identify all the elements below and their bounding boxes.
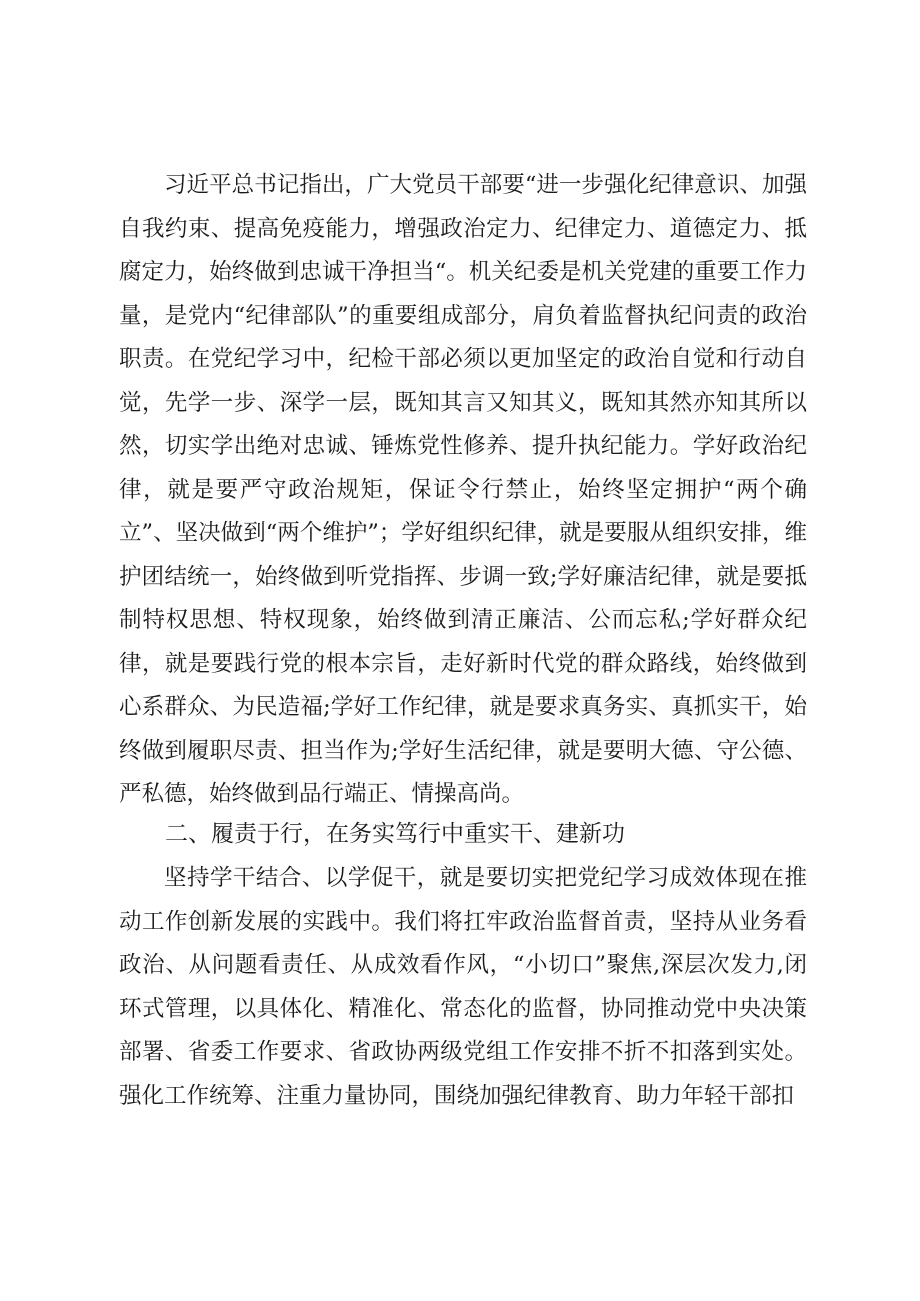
paragraph-text: 习近平总书记指出，广大党员干部要“进一步强化纪律意识、加强自我约束、提高免疫能力，增强政治定力、纪律定力、道德定力、抵腐定力，始终做到忠诚干净担当“。机关纪委是机关党建的重要工作力量，是党内“纪律部队”的重要组成部分，肩负着监督执纪问责的政治职责。在党纪学习中，纪检干部必须以更加坚定的政治自觉和行动自觉，先学一步、深学一层，既知其言又知其义，既知其然亦知其所以然，切实学出绝对忠诚、锤炼党性修养、提升执纪能力。学好政治纪律，就是要严守政治规矩，保证令行禁止，始终坚定拥护“两个确立”、坚决做到“两个维护”；学好组织纪律，就是要服从组织安排，维护团结统一，始终做到听党指挥、步调一致;学好廉洁纪律，就是要抵制特权思想、特权现象，始终做到清正廉洁、公而忘私;学好群众纪律，就是要践行党的根本宗旨，走好新时代党的群众路线，始终做到心系群众、为民造福;学好工作纪律，就是要求真务实、真抓实干，始终做到履职尽责、担当作为;学好生活纪律，就是要明大德、守公德、严私德，始终做到品行端正、情操高尚。 [119,172,807,807]
paragraph-text: 坚持学干结合、以学促干，就是要切实把党纪学习成效体现在推动工作创新发展的实践中。我们将扛牢政治监督首责，坚持从业务看政治、从问题看责任、从成效看作风，“小切口”聚焦,深层次发力,闭环式管理，以具体化、精准化、常态化的监督，协同推动党中央决策部署、省委工作要求、省政协两级党组工作安排不折不扣落到实处。强化工作统筹、注重力量协同，围绕加强纪律教育、助力年轻干部扣 [119,865,807,1109]
body-paragraph-2 [119,857,807,1118]
body-paragraph-1 [119,164,807,817]
section-heading-2: 二、履责于行，在务实笃行中重实干、建新功 [165,821,625,847]
